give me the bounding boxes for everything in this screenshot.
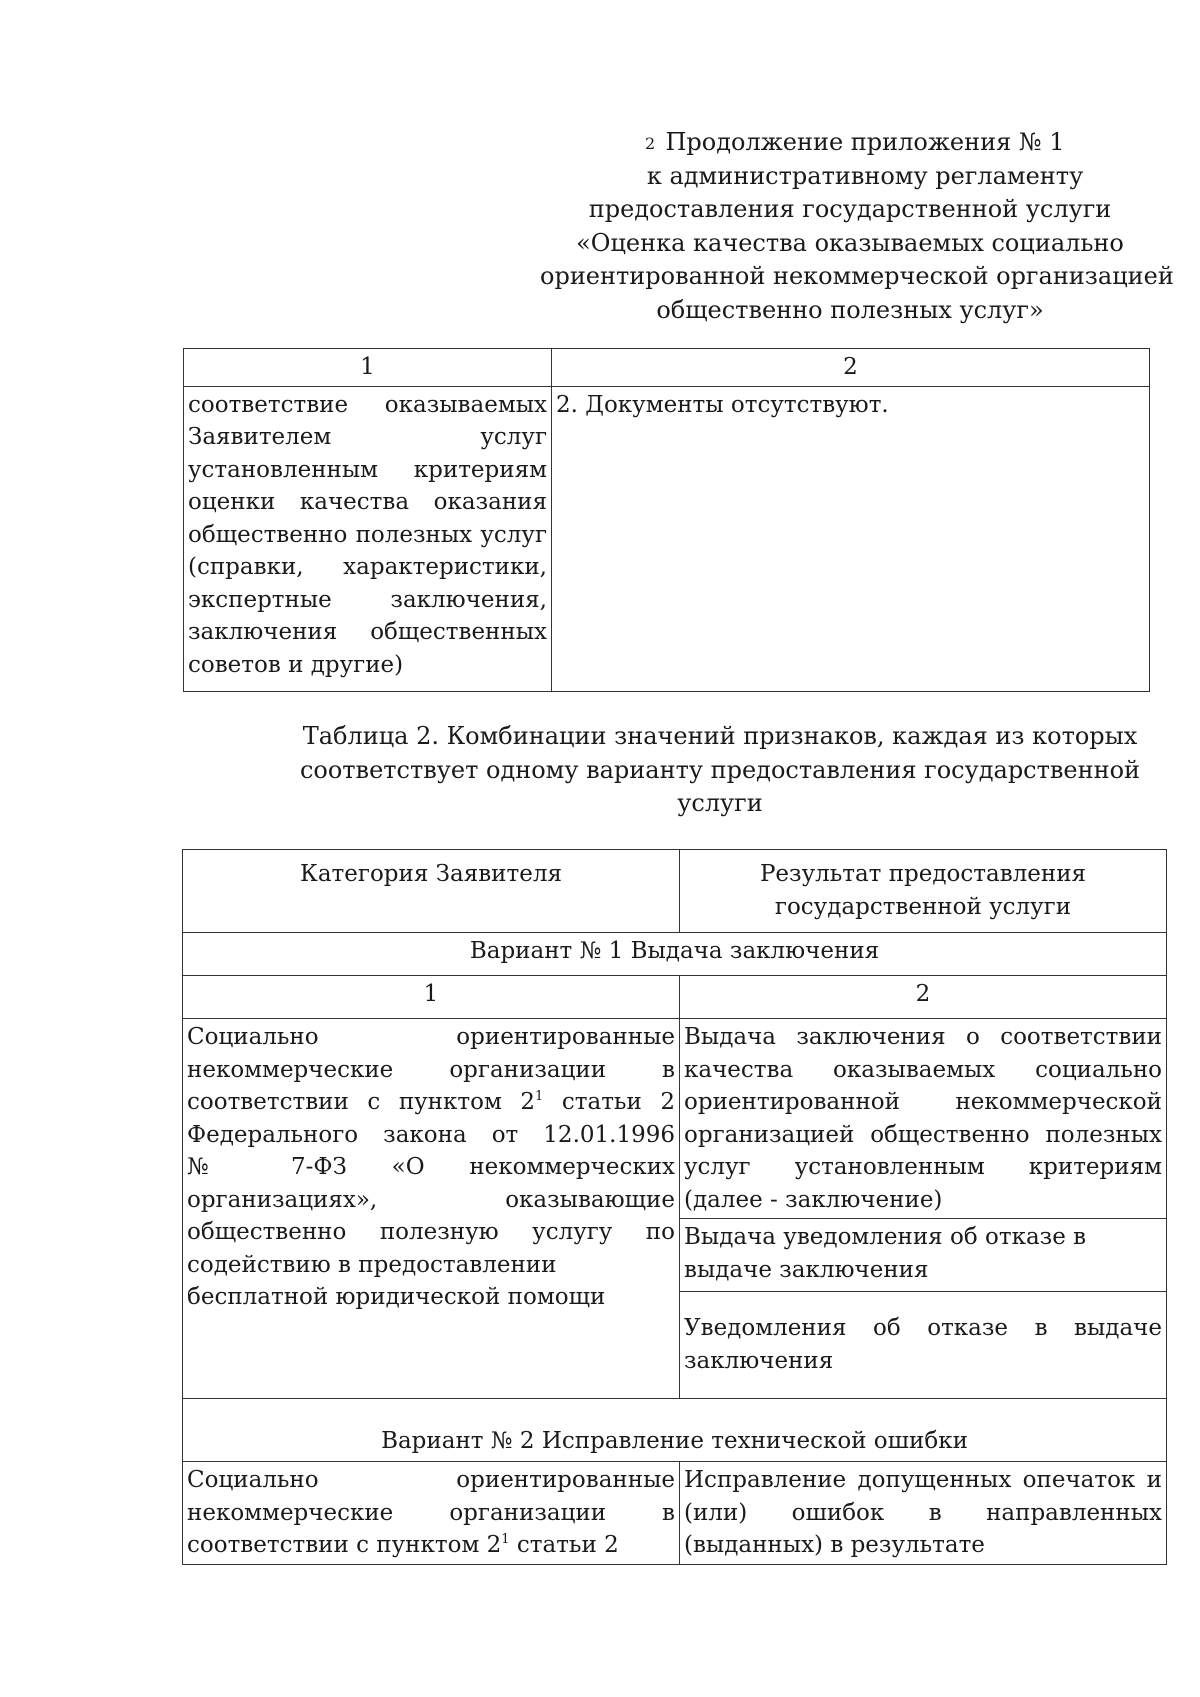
result-cell: [680, 1219, 1167, 1292]
cell-line: (выданных) в результате: [684, 1532, 985, 1558]
cell-line: качества оказываемых социально: [684, 1056, 1162, 1083]
cell-line: Уведомления об отказе в выдаче: [684, 1315, 1162, 1341]
applicant-cell: [183, 1462, 680, 1565]
cell-line: некоммерческие организации в: [187, 1056, 675, 1083]
header-line: к административному регламенту: [646, 161, 1084, 190]
superscript: 1: [501, 1532, 510, 1547]
cell-line: Федерального закона от 12.01.1996: [187, 1121, 675, 1148]
cell-line: оценки качества оказания: [188, 489, 547, 515]
cell-line: Социально ориентированные: [187, 1467, 675, 1493]
cell-line: услуг установленным критериям: [684, 1154, 1162, 1180]
appendix-header: [540, 126, 1174, 327]
cell-line: (или) ошибок в направленных: [684, 1499, 1162, 1526]
header-line: общественно полезных услуг»: [656, 295, 1044, 324]
table-caption: [290, 720, 1150, 821]
cell-line: Исправление допущенных опечаток и: [684, 1467, 1162, 1493]
variant-title: Вариант № 1 Выдача заключения: [183, 933, 1167, 976]
cell-line: № 7-ФЗ «О некоммерческих: [187, 1154, 675, 1180]
cell-line: соответствие оказываемых: [188, 391, 547, 418]
cell-line: [187, 1529, 675, 1562]
cell-text: соответствии с пунктом 2: [187, 1089, 536, 1115]
header-line: Продолжение приложения № 1: [665, 128, 1065, 156]
header-line: «Оценка качества оказываемых социально: [576, 228, 1124, 257]
header-line: Результат предоставления: [759, 861, 1087, 887]
result-cell: [680, 1462, 1167, 1565]
cell-line: советов и другие): [188, 651, 404, 678]
criteria-table: [183, 348, 1150, 692]
table-row: [183, 933, 1167, 976]
table-row: [183, 1399, 1167, 1462]
cell-line: общественно полезную услугу по: [187, 1219, 675, 1245]
column-number: 2: [552, 349, 1150, 387]
table-row: [184, 386, 1150, 691]
table-row: [183, 1019, 1167, 1219]
cell-line: экспертные заключения,: [188, 586, 547, 613]
caption-line: Таблица 2. Комбинации значений признаков, каждая из которых: [302, 722, 1138, 750]
header-line: государственной услуги: [774, 893, 1072, 920]
cell-line: (справки, характеристики,: [188, 554, 547, 580]
cell-text: статьи 2: [543, 1089, 675, 1115]
header-line: ориентированной некоммерческой организацией: [540, 262, 1174, 290]
cell-line: организациях», оказывающие: [187, 1186, 675, 1213]
column-number: 2: [680, 976, 1167, 1019]
cell-line: Социально ориентированные: [187, 1024, 675, 1050]
result-cell: [680, 1292, 1167, 1399]
caption-line: соответствует одному варианту предоставления государственной: [299, 755, 1141, 784]
variants-table: [182, 849, 1167, 1565]
header-line: предоставления государственной услуги: [588, 195, 1112, 223]
table-row: [183, 1462, 1167, 1565]
cell-text: соответствии с пунктом 2: [187, 1532, 502, 1558]
table-row: [184, 349, 1150, 387]
cell-line: организацией общественно полезных: [684, 1121, 1162, 1148]
cell-line: [187, 1086, 675, 1119]
cell-line: выдаче заключения: [684, 1256, 929, 1283]
cell-line: ориентированной некоммерческой: [684, 1089, 1162, 1115]
cell-line: Выдача заключения о соответствии: [684, 1024, 1162, 1050]
variant-title: Вариант № 2 Исправление технической ошибки: [183, 1399, 1167, 1462]
cell-line: заключения: [684, 1347, 834, 1374]
result-cell: [680, 1019, 1167, 1219]
page-number: 2: [645, 134, 656, 153]
table-row: [183, 850, 1167, 933]
cell-line: общественно полезных услуг: [188, 521, 547, 548]
cell-line: некоммерческие организации в: [187, 1499, 675, 1526]
cell-line: установленным критериям: [188, 456, 547, 483]
cell-line: заключения общественных: [188, 619, 547, 645]
superscript: 1: [535, 1089, 544, 1104]
cell-line: Выдача уведомления об отказе в: [684, 1224, 1087, 1250]
cell-line: Заявителем услуг: [188, 424, 547, 450]
table-row: [183, 976, 1167, 1019]
cell-line: бесплатной юридической помощи: [187, 1284, 606, 1310]
applicant-cell: [183, 1019, 680, 1399]
documents-cell: 2. Документы отсутствуют.: [552, 386, 1150, 691]
caption-line: услуги: [677, 789, 763, 817]
cell-text: статьи 2: [509, 1532, 619, 1558]
criteria-cell: [184, 386, 552, 691]
cell-line: (далее - заключение): [684, 1186, 943, 1213]
header-service-result: [680, 850, 1167, 933]
header-applicant-category: Категория Заявителя: [183, 850, 680, 933]
column-number: 1: [183, 976, 680, 1019]
cell-line: содействию в предоставлении: [187, 1251, 557, 1278]
column-number: 1: [184, 349, 552, 387]
